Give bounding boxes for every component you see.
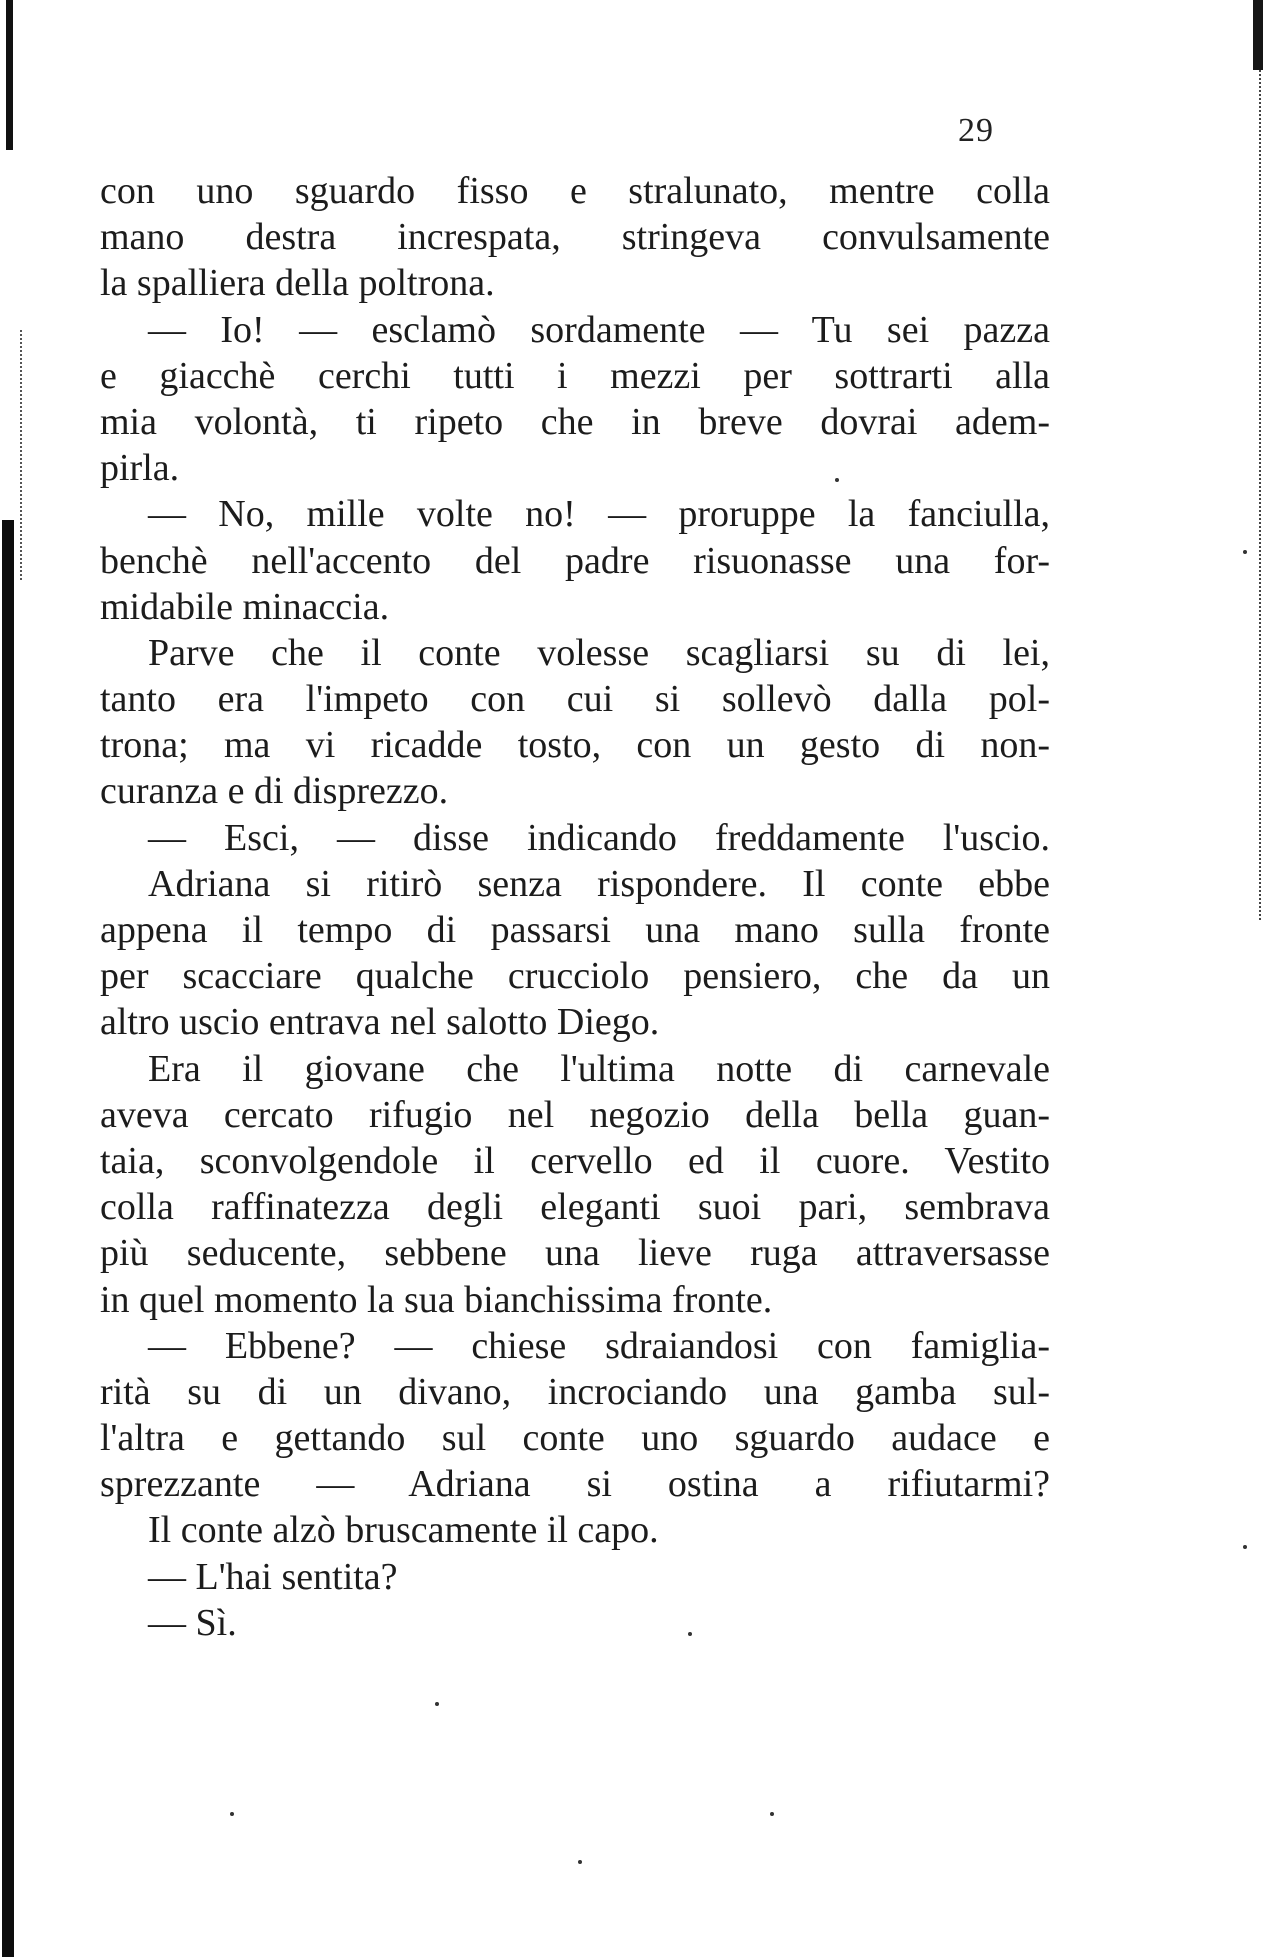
page-edge-line <box>1257 70 1261 920</box>
scan-page-edge-right <box>1225 0 1275 1000</box>
body-text <box>100 168 1050 1646</box>
text-line: rità su di un divano, incrociando una gamba sul- <box>100 1370 1050 1413</box>
text-line: con uno sguardo fisso e stralunato, mentre colla <box>100 170 1050 212</box>
scan-speck <box>770 1812 774 1816</box>
text-line: Era il giovane che l'ultima notte di carnevale <box>148 1047 1050 1090</box>
page-edge-top <box>1253 0 1263 70</box>
text-line: la spalliera della poltrona. <box>100 262 495 305</box>
text-line: taia, sconvolgendole il cervello ed il cuore. Vestito <box>100 1139 1050 1182</box>
scan-speck <box>578 1860 582 1864</box>
text-line: più seducente, sebbene una lieve ruga attraversasse <box>100 1232 1050 1275</box>
scan-speck <box>1243 1545 1247 1549</box>
text-line: curanza e di disprezzo. <box>100 770 449 813</box>
text-line: — Ebbene? — chiese sdraiandosi con famiglia- <box>148 1324 1050 1367</box>
text-line: Parve che il conte volesse scagliarsi su di lei, <box>148 631 1050 674</box>
binding-specks <box>20 330 26 580</box>
text-line: midabile minaccia. <box>100 585 390 628</box>
scan-speck <box>688 1632 692 1636</box>
text-line: colla raffinatezza degli eleganti suoi pari, sembrava <box>100 1186 1050 1229</box>
text-line: l'altra e gettando sul conte uno sguardo audace e <box>100 1417 1050 1460</box>
scan-speck <box>435 1702 439 1706</box>
text-line: aveva cercato rifugio nel negozio della bella guan- <box>100 1093 1050 1136</box>
binding-shadow-top <box>6 0 13 150</box>
text-line: benchè nell'accento del padre risuonasse una for- <box>100 539 1050 582</box>
text-line: — Esci, — disse indicando freddamente l'uscio. <box>148 816 1050 859</box>
text-line: e giacchè cerchi tutti i mezzi per sottrarti alla <box>100 354 1050 397</box>
text-line: sprezzante — Adriana si ostina a rifiutarmi? <box>100 1463 1050 1506</box>
scan-speck <box>1243 550 1247 554</box>
text-line: tanto era l'impeto con cui si sollevò dalla pol- <box>100 678 1050 721</box>
text-line: per scacciare qualche crucciolo pensiero, che da un <box>100 955 1050 998</box>
text-line: Adriana si ritirò senza rispondere. Il conte ebbe <box>148 862 1050 905</box>
text-line: mano destra increspata, stringeva convulsamente <box>100 216 1050 259</box>
text-line: Il conte alzò bruscamente il capo. <box>148 1509 659 1552</box>
page-number: 29 <box>958 112 994 149</box>
text-line: — No, mille volte no! — proruppe la fanciulla, <box>148 493 1050 536</box>
text-line: appena il tempo di passarsi una mano sulla fronte <box>100 909 1050 951</box>
text-line: — Sì. <box>148 1601 237 1644</box>
text-line: pirla. <box>100 447 180 490</box>
binding-shadow-bottom <box>2 520 14 1957</box>
text-line: — L'hai sentita? <box>148 1555 398 1598</box>
scan-speck <box>835 478 839 482</box>
text-line: trona; ma vi ricadde tosto, con un gesto di non- <box>100 724 1050 767</box>
text-line: mia volontà, ti ripeto che in breve dovrai adem- <box>100 400 1050 443</box>
text-line: — Io! — esclamò sordamente — Tu sei pazza <box>148 308 1050 351</box>
scan-binding-edge-left <box>0 0 46 1957</box>
scan-speck <box>230 1812 234 1816</box>
text-line: altro uscio entrava nel salotto Diego. <box>100 1001 660 1044</box>
text-line: in quel momento la sua bianchissima fronte. <box>100 1278 773 1321</box>
